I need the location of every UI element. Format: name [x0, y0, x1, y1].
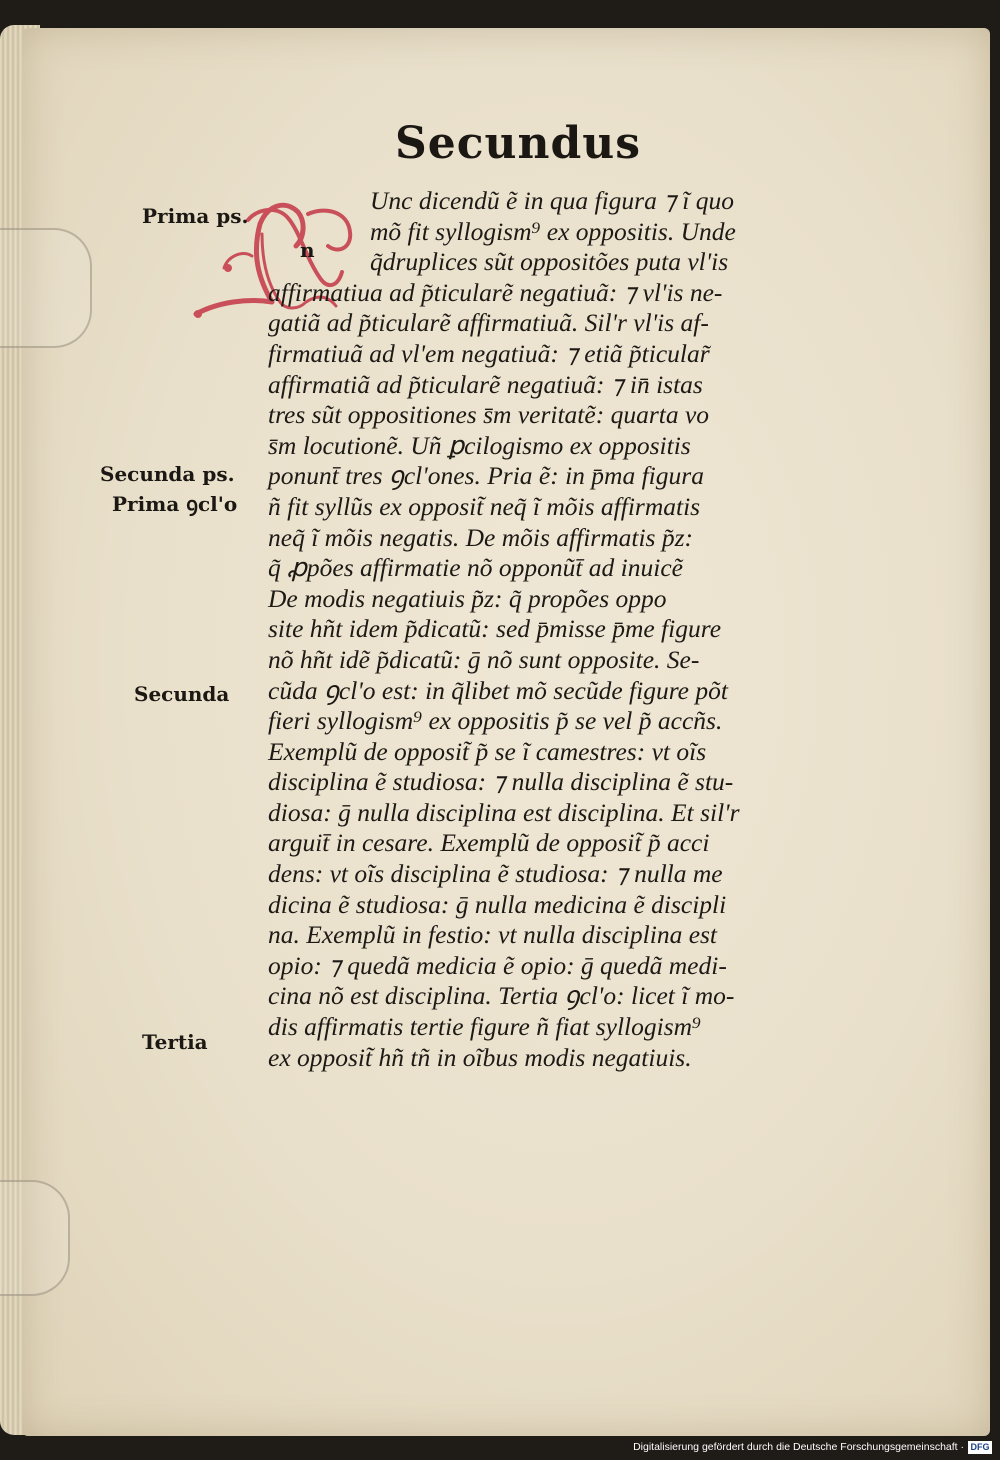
text-line: affirmatiua ad p̃ticularẽ negatiuã: ⁊ vl'is ne- [268, 277, 723, 307]
text-line: Exemplũ de opposit̃ p̃ se ĩ camestres: vt oĩs [268, 736, 707, 766]
guide-letter: n [300, 238, 315, 262]
text-line: tres sũt oppositiones s̄m veritatẽ: quarta vo [268, 400, 710, 430]
text-line: dens: vt oĩs disciplina ẽ studiosa: ⁊ nulla me [268, 859, 723, 889]
text-line: q̃druplices sũt oppositões puta vl'is [370, 247, 729, 277]
text-line: firmatiuã ad vl'em negatiuã: ⁊ etiã p̃ticular̃ [268, 338, 710, 368]
text-line: site hñt idem p̃dicatũ: sed p̄misse p̄me figure [268, 614, 722, 644]
text-line: opio: ⁊ quedã medicia ẽ opio: ḡ quedã medi- [268, 950, 727, 980]
text-line: gatiã ad p̃ticularẽ affirmatiuã. Sil'r vl'is af- [268, 308, 709, 338]
text-line: nõ hñt idẽ p̃dicatũ: ḡ nõ sunt opposite. Se- [268, 644, 700, 674]
text-line: Unc dicendũ ẽ in qua figura ⁊ ĩ quo [370, 186, 734, 215]
text-line: fieri syllogism⁹ ex oppositis p̃ se vel p̃ accñs. [268, 706, 723, 736]
main-text-block [268, 186, 848, 1073]
text-line: mõ fit syllogism⁹ ex oppositis. Unde [370, 216, 736, 246]
margin-note-prima-conclusio: Prima ꝯcl'o [112, 492, 238, 516]
text-line: disciplina ẽ studiosa: ⁊ nulla disciplina ẽ stu- [268, 767, 734, 797]
book-clip-bottom [0, 1180, 70, 1296]
text-line: s̄m locutionẽ. Uñ ꝑcilogismo ex oppositis [268, 430, 691, 460]
text-line: ñ fit syllũs ex opposit̃ neq̃ ĩ mõis affirmatis [268, 491, 701, 521]
text-line: na. Exemplũ in festio: vt nulla disciplina est [268, 920, 718, 950]
text-line: neq̃ ĩ mõis negatis. De mõis affirmatis p̃z: [268, 522, 693, 552]
margin-note-tertia: Tertia [142, 1030, 208, 1054]
text-line: ponunt̄ tres ꝯcl'ones. Pria ẽ: in p̄ma figura [268, 461, 704, 491]
dfg-logo: DFG [968, 1441, 992, 1454]
text-line: ex opposit̃ hñ tñ in oĩbus modis negatiuis. [268, 1042, 692, 1072]
margin-note-prima-ps: Prima ps. [142, 204, 249, 228]
text-line: cina nõ est disciplina. Tertia ꝯcl'o: licet ĩ mo- [268, 981, 735, 1011]
text-line: De modis negatiuis p̃z: q̃ propões oppo [268, 583, 667, 613]
margin-note-secunda: Secunda [134, 682, 230, 706]
text-line: dis affirmatis tertie figure ñ fiat syllogism⁹ [268, 1012, 701, 1042]
book-clip-top [0, 228, 92, 348]
text-line: cũda ꝯcl'o est: in q̃libet mõ secũde figure põt [268, 675, 728, 705]
page-heading: Secundus [395, 118, 642, 169]
text-line: q̃ ꝓpões affirmatie nõ opponũt̄ ad inuicẽ [268, 553, 683, 583]
text-line: dicina ẽ studiosa: ḡ nulla medicina ẽ discipli [268, 889, 727, 919]
margin-note-secunda-ps: Secunda ps. [100, 462, 235, 486]
text-line: arguit̄ in cesare. Exemplũ de opposit̃ p̃ acci [268, 828, 710, 858]
text-line: diosa: ḡ nulla disciplina est disciplina. Et sil'r [268, 797, 740, 827]
digitization-credit: Digitalisierung gefördert durch die Deutsche Forschungsgemeinschaft · [633, 1441, 964, 1453]
text-line: affirmatiã ad p̃ticularẽ negatiuã: ⁊ in̄ istas [268, 369, 703, 399]
